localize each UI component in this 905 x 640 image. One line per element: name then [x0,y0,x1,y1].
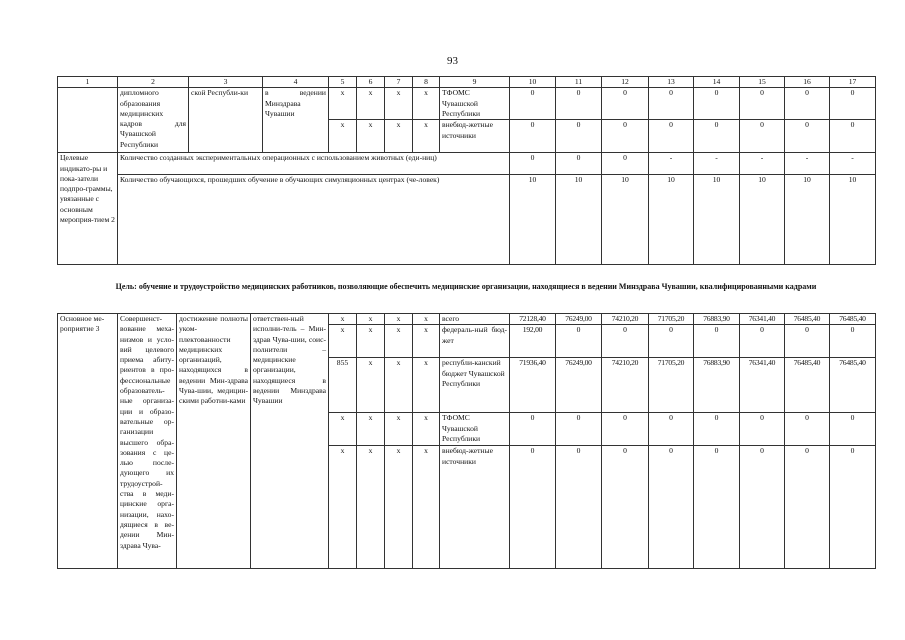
value-cell: 10 [649,175,694,265]
value-cell: 71705,20 [649,358,694,413]
budget-table-top [57,76,876,265]
value-cell: 0 [602,88,649,120]
value-cell: 0 [830,446,876,569]
value-cell: 0 [556,153,602,175]
funding-source: республи-канский бюджет Чувашской Республики [440,358,510,413]
col-header: 14 [694,77,740,88]
table-row [58,88,876,120]
code-cell: x [357,413,385,446]
code-cell: x [385,314,413,325]
code-cell: x [385,325,413,358]
code-cell: x [413,446,440,569]
col-header: 4 [263,77,329,88]
indicator-row [58,153,876,175]
value-cell: - [785,153,830,175]
value-cell: 10 [740,175,785,265]
activity-description: дипломного образования медицинских кадров для Чувашской Республики [118,88,189,153]
executor-cell: в ведении Минздрава Чувашии [263,88,329,153]
col-header: 6 [357,77,385,88]
code-cell: x [357,120,385,153]
col-header: 8 [413,77,440,88]
value-cell: 0 [740,325,785,358]
code-cell: x [357,446,385,569]
code-cell: x [357,88,385,120]
funding-source: внебюд-жетные источники [440,120,510,153]
goal-cell: ской Республи-ки [189,88,263,153]
budget-table-bottom [57,313,876,569]
code-cell: x [329,120,357,153]
value-cell: 0 [785,325,830,358]
col-header: 9 [440,77,510,88]
code-cell: x [357,314,385,325]
col-header: 5 [329,77,357,88]
value-cell: 76249,00 [556,358,602,413]
value-cell: - [649,153,694,175]
code-cell: x [413,358,440,413]
value-cell: 0 [556,88,602,120]
value-cell: 74210,20 [602,314,649,325]
value-cell: - [694,153,740,175]
value-cell: 76883,90 [694,314,740,325]
value-cell: 74210,20 [602,358,649,413]
value-cell: 0 [694,325,740,358]
value-cell: 0 [556,325,602,358]
funding-source: ТФОМС Чувашской Республики [440,88,510,120]
code-cell: x [413,314,440,325]
executor-cell: ответствен-ный исполни-тель – Мин-здрав Чува-шии, соис-полнители – медицинские организации, находящиеся в ведении Минздрава Чувашии [251,314,329,569]
col-header: 12 [602,77,649,88]
funding-source: внебюд-жетные источники [440,446,510,569]
value-cell: 0 [510,153,556,175]
value-cell: 0 [602,325,649,358]
funding-source: всего [440,314,510,325]
value-cell: 0 [694,120,740,153]
value-cell: 0 [830,325,876,358]
value-cell: 72128,40 [510,314,556,325]
indicators-label: Целевые индикато-ры и пока-затели подпро-граммы, увязанные с основным мероприя-тием 2 [58,153,118,265]
value-cell: 0 [510,120,556,153]
code-cell: x [385,358,413,413]
code-cell: x [329,446,357,569]
value-cell: 76485,40 [830,358,876,413]
funding-source: ТФОМС Чувашской Республики [440,413,510,446]
value-cell: 10 [694,175,740,265]
funding-source: федераль-ный бюд-жет [440,325,510,358]
goal-cell: достижение полноты уком-плектованности медицинских организаций, находящихся в ведении Мин-здрава Чува-шии, медицин-скими работни-ками [177,314,251,569]
value-cell: 0 [602,413,649,446]
code-cell: x [413,325,440,358]
code-cell: 855 [329,358,357,413]
value-cell: 0 [602,120,649,153]
value-cell: 0 [649,413,694,446]
value-cell: 0 [556,120,602,153]
value-cell: 0 [602,153,649,175]
value-cell: 76341,40 [740,314,785,325]
value-cell: 10 [556,175,602,265]
value-cell: 0 [649,446,694,569]
value-cell: 76485,40 [785,358,830,413]
col-header: 11 [556,77,602,88]
value-cell: 71936,40 [510,358,556,413]
value-cell: 0 [694,413,740,446]
value-cell: 76883,90 [694,358,740,413]
value-cell: 0 [785,120,830,153]
value-cell: 0 [510,413,556,446]
value-cell: 0 [785,413,830,446]
value-cell: 0 [740,88,785,120]
code-cell: x [357,358,385,413]
column-number-row [58,77,876,88]
indicator-text: Количество обучающихся, прошедших обучение в обучающих симуляционных центрах (че-ловек) [118,175,510,265]
code-cell: x [413,413,440,446]
value-cell: 0 [694,446,740,569]
value-cell: 0 [740,446,785,569]
code-cell: x [385,88,413,120]
value-cell: 0 [740,120,785,153]
indicator-row [58,175,876,265]
value-cell: 10 [602,175,649,265]
value-cell: 10 [785,175,830,265]
col-header: 15 [740,77,785,88]
empty-cell [58,88,118,153]
value-cell: 0 [830,88,876,120]
indicator-text: Количество созданных экспериментальных операционных с использованием животных (еди-ниц) [118,153,510,175]
value-cell: 10 [830,175,876,265]
goal-heading: Цель: обучение и трудоустройство медицинских работников, позволяющие обеспечить медицинские организации, находящиеся в ведении Минздрава Чувашии, квалифицированными кадрами [115,282,817,291]
value-cell: 192,00 [510,325,556,358]
col-header: 13 [649,77,694,88]
col-header: 16 [785,77,830,88]
code-cell: x [357,325,385,358]
value-cell: 71705,20 [649,314,694,325]
page-number: 93 [447,55,458,67]
value-cell: 0 [830,120,876,153]
value-cell: 0 [740,413,785,446]
value-cell: 0 [649,325,694,358]
value-cell: 0 [510,88,556,120]
value-cell: 76341,40 [740,358,785,413]
col-header: 2 [118,77,189,88]
value-cell: 0 [556,446,602,569]
col-header: 1 [58,77,118,88]
value-cell: 0 [649,88,694,120]
code-cell: x [385,413,413,446]
value-cell: 10 [510,175,556,265]
col-header: 3 [189,77,263,88]
value-cell: - [830,153,876,175]
value-cell: 76249,00 [556,314,602,325]
code-cell: x [385,120,413,153]
value-cell: 76485,40 [785,314,830,325]
value-cell: 0 [510,446,556,569]
value-cell: 0 [602,446,649,569]
activity-label: Основное ме-роприятие 3 [58,314,118,569]
code-cell: x [329,413,357,446]
value-cell: 0 [785,88,830,120]
code-cell: x [413,120,440,153]
value-cell: 0 [830,413,876,446]
code-cell: x [329,325,357,358]
value-cell: 0 [785,446,830,569]
value-cell: - [740,153,785,175]
value-cell: 0 [556,413,602,446]
col-header: 7 [385,77,413,88]
col-header: 17 [830,77,876,88]
table-row [58,314,876,325]
code-cell: x [329,88,357,120]
code-cell: x [385,446,413,569]
col-header: 10 [510,77,556,88]
activity-description: Совершенст-вование меха-низмов и усло-вий целевого приема абиту-риентов в про-фессиональные образователь-ные организа-ции и образо-вательные ор-ганизации высшего обра-зования с це-лью после-дующего их трудоустрой-ства в меди-цинские орга-низации, нахо-дящиеся в ве-дении Мин-здрава Чува- [118,314,177,569]
value-cell: 76485,40 [830,314,876,325]
code-cell: x [329,314,357,325]
value-cell: 0 [649,120,694,153]
value-cell: 0 [694,88,740,120]
code-cell: x [413,88,440,120]
